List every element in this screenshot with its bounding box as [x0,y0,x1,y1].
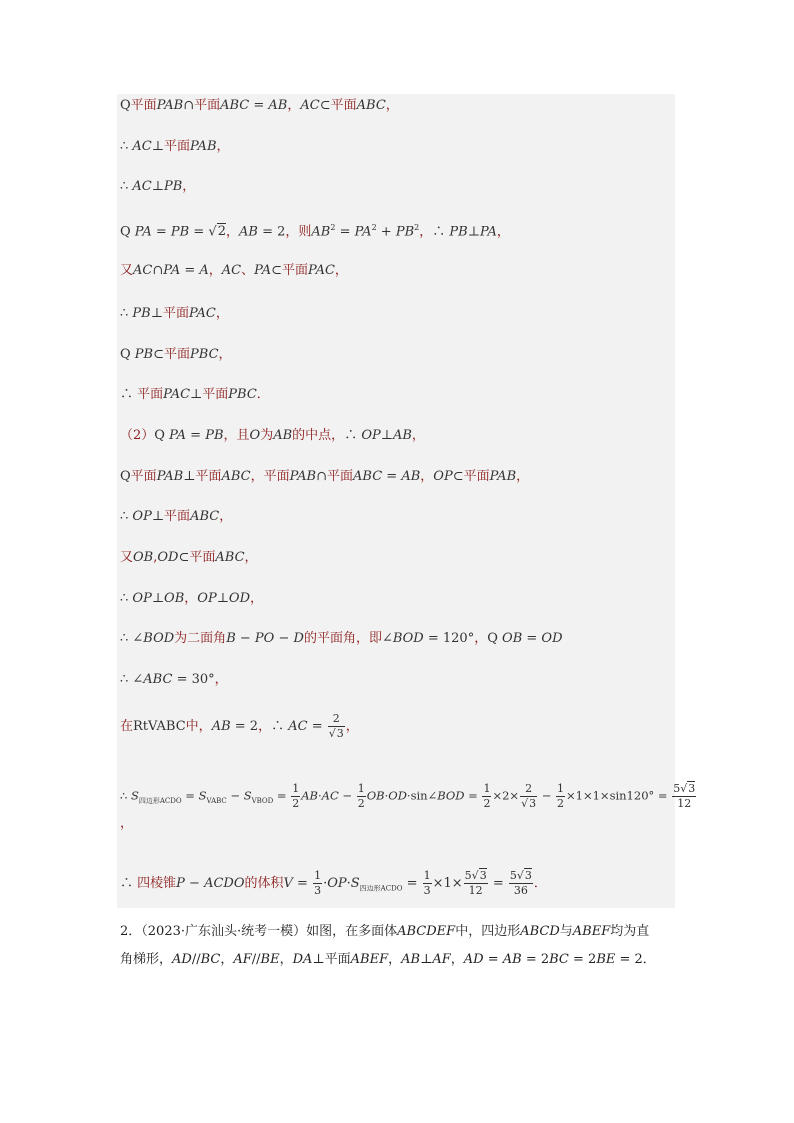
solution-line-2: ∴ AC⊥平面PAB， [120,139,230,154]
solution-line-5: 又AC∩PA = A，AC、PA⊂平面PAC， [120,263,348,278]
solution-line-4: Q PA = PB = √2，AB = 2，则$AB^2 = PA^2 + PB^2$，∴ PB⊥PA， [120,223,510,240]
solution-line-16: 在RtVABC中，AB = 2，∴ AC = $\frac{2}{√3}$ ， [120,712,359,740]
solution-line-10: Q平面PAB⊥平面ABC，平面PAB∩平面ABC = AB，OP⊂平面PAB， [120,469,530,484]
solution-line-8: ∴ 平面PAC⊥平面PBC． [120,387,270,402]
solution-line-7: Q PB⊂平面PBC， [120,347,232,362]
problem-2-line-2: 角梯形，AD//BC，AF//BE，DA⊥平面ABEF，AB⊥AF，AD = AB = 2BC = 2BE = 2． [120,952,656,967]
solution-line-3: ∴ AC⊥PB， [120,179,196,194]
solution-line-17-tail: ， [120,816,134,831]
solution-line-9: （2）Q PA = PB，且O为AB的中点，∴ OP⊥AB， [120,428,425,443]
solution-line-1: Q平面PAB∩平面ABC = AB，AC⊂平面ABC， [120,98,399,113]
solution-line-11: ∴ OP⊥平面ABC， [120,509,233,524]
solution-line-18: ∴ 四棱锥P − ACDO的体积V = $\frac{1}{3}$ $\cdot OP\cdot S_{四边形ACDO}$ = $\frac{1}{3}$ ×1× $\frac{5√3}{12}$ = $\frac{5√3}{36}$ ． [120,869,547,897]
solution-line-6: ∴ PB⊥平面PAC， [120,306,229,321]
solution-line-12: 又OB,OD⊂平面ABC， [120,550,258,565]
solution-line-17: ∴ $S_{四边形ACDO} = S_{VABC} - S_{VBOD}$ = $\frac{1}{2}$ AB·AC − $\frac{1}{2}$ OB·OD·sin∠BOD = $\frac{1}{2}$ ×2× $\frac{2}{√3}$ − $\frac{1}{2}$ ×1×1×sin120° = $\frac{5√3}{12}$ [120,782,696,810]
solution-line-14: ∴ ∠BOD为二面角B − PO − D的平面角，即∠BOD = 120°，Q OB = OD [120,631,563,646]
solution-line-15: ∴ ∠ABC = 30°， [120,672,228,687]
solution-text-1 [0,0,1,1]
solution-line-13: ∴ OP⊥OB，OP⊥OD， [120,591,264,606]
problem-2-line-1: 2．（2023·广东汕头·统考一模）如图，在多面体ABCDEF中，四边形ABCD与ABEF均为直 [120,924,650,939]
